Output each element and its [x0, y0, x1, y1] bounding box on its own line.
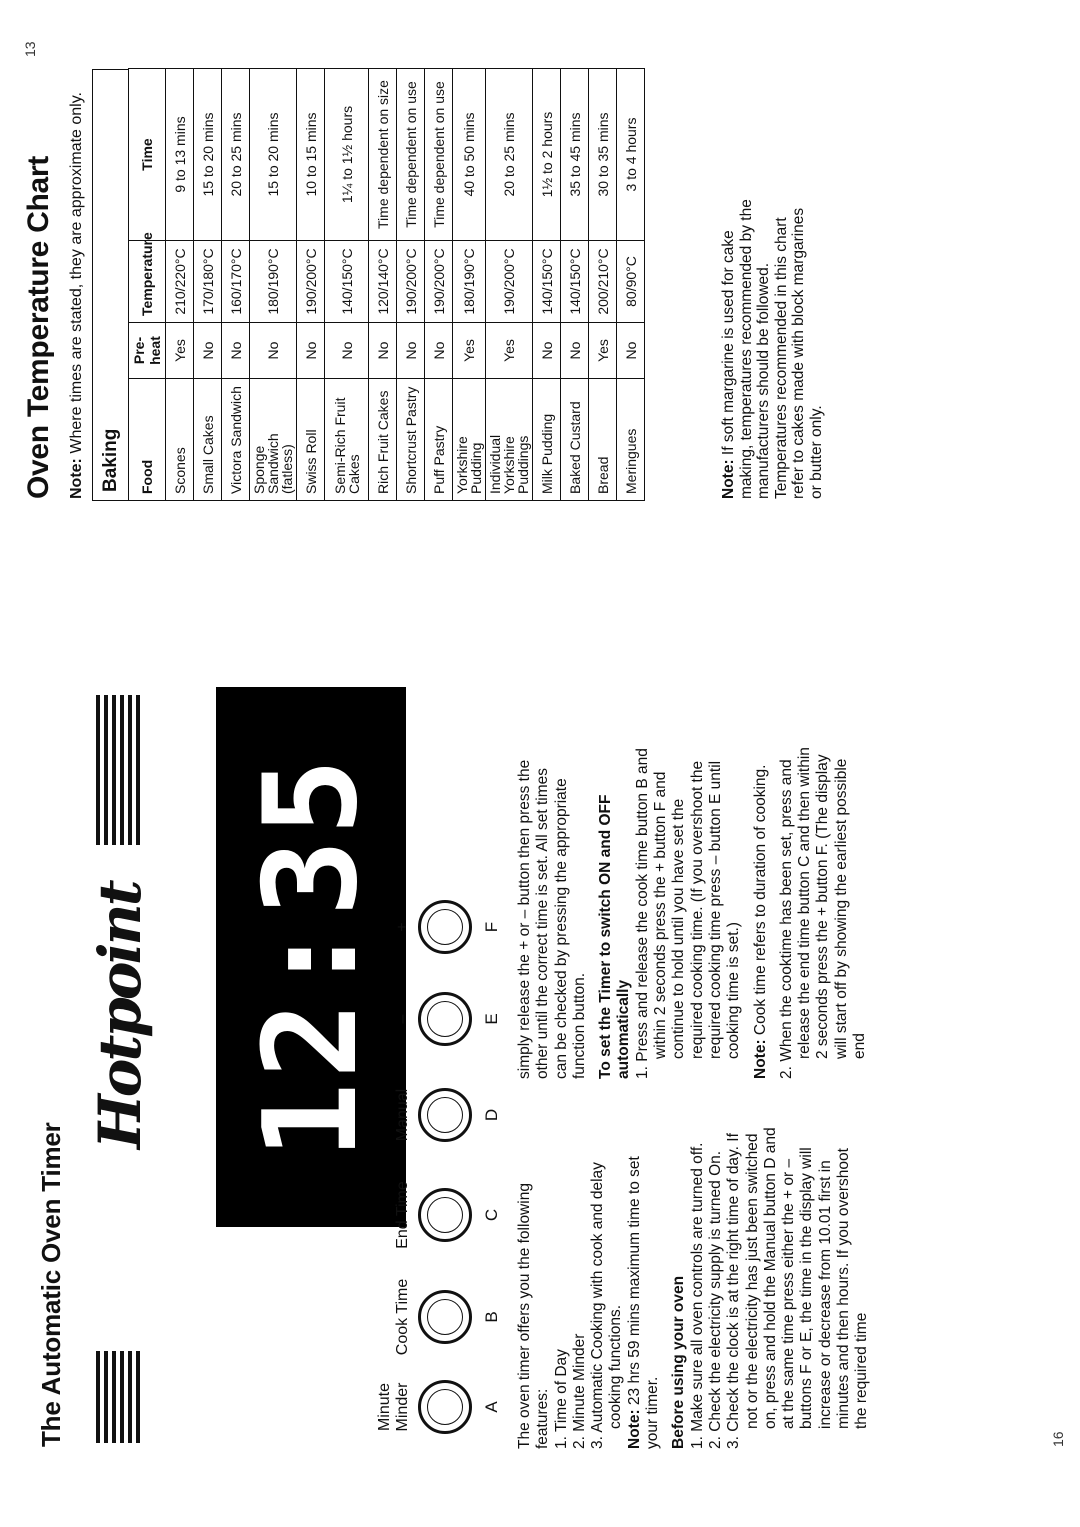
- table-row: [617, 69, 645, 501]
- cell-time: 1¼ to 1½ hours: [325, 69, 369, 241]
- brand-logo: Hotpoint: [86, 882, 154, 1149]
- note-text: 23 hrs 59 mins maximum time to set your timer.: [625, 1156, 662, 1449]
- decorative-bars-left: [96, 1351, 140, 1443]
- feature-item: 3. Automatic Cooking with cook and delay cooking functions.: [589, 1162, 625, 1449]
- cell-preheat: Yes: [166, 323, 194, 379]
- cell-time: Time dependent on use: [425, 69, 453, 241]
- button-letter: E: [482, 1013, 501, 1025]
- cell-time: 15 to 20 mins: [194, 69, 222, 241]
- chart-title: Oven Temperature Chart: [22, 156, 55, 499]
- table-row: [325, 69, 369, 501]
- baking-table: [128, 68, 645, 501]
- cell-temperature: 160/170°C: [222, 241, 250, 323]
- table-row: [369, 69, 397, 501]
- cell-preheat: No: [369, 323, 397, 379]
- button-letter: F: [482, 921, 501, 933]
- cell-preheat: Yes: [486, 323, 533, 379]
- cell-time: 40 to 50 mins: [453, 69, 486, 241]
- button-letter: A: [482, 1401, 501, 1413]
- cell-food: Shortcrust Pastry: [397, 379, 425, 501]
- step-item: 1. Make sure all oven controls are turned off.: [688, 1142, 706, 1449]
- page-number-left: 16: [1050, 1431, 1066, 1447]
- cell-food: Scones: [166, 379, 194, 501]
- cell-temperature: 80/90°C: [617, 241, 645, 323]
- cell-temperature: 210/220°C: [166, 241, 194, 323]
- note-label: Note:: [720, 459, 737, 499]
- cell-food: Small Cakes: [194, 379, 222, 501]
- continuation-text: simply release the + or – button then press the other until the correct time is set. All set times can be checked by pressing the appropriate function button.: [516, 759, 588, 1079]
- button-letter: D: [482, 1108, 501, 1122]
- timer-button-c[interactable]: [372, 1165, 502, 1265]
- note-label: Note:: [751, 1039, 769, 1079]
- cell-food: Victora Sandwich: [222, 379, 250, 501]
- button-circle[interactable]: [418, 992, 472, 1046]
- cell-temperature: 190/200°C: [297, 241, 325, 323]
- cell-temperature: 120/140°C: [369, 241, 397, 323]
- button-letter: B: [482, 1311, 501, 1323]
- table-row: [589, 69, 617, 501]
- cell-preheat: Yes: [453, 323, 486, 379]
- table-row: [453, 69, 486, 501]
- note-paragraph: [626, 1124, 663, 1449]
- cell-preheat: No: [297, 323, 325, 379]
- table-row: [297, 69, 325, 501]
- cell-food: Baked Custard: [561, 379, 589, 501]
- button-label: Manual: [394, 1088, 411, 1142]
- note-text: Cook time refers to duration of cooking.: [751, 764, 769, 1036]
- cell-time: 10 to 15 mins: [297, 69, 325, 241]
- cell-temperature: 190/200°C: [397, 241, 425, 323]
- cell-preheat: No: [250, 323, 297, 379]
- cell-time: 15 to 20 mins: [250, 69, 297, 241]
- step-item: 3. Check the clock is at the right time of day. If not or the electricity has just been switched on, press and hold the Manual button D and at the same time press either the + or – buttons F or E, the time in the display will increase or decrease from 10.01 first in minutes and then hours. If you overshoot the required time: [725, 1127, 871, 1449]
- button-label: End Time: [394, 1181, 411, 1249]
- cell-preheat: No: [325, 323, 369, 379]
- table-row: [425, 69, 453, 501]
- table-header-row: [129, 69, 166, 501]
- cell-time: Time dependent on use: [397, 69, 425, 241]
- cell-time: 35 to 45 mins: [561, 69, 589, 241]
- cell-temperature: 180/190°C: [250, 241, 297, 323]
- cell-time: 1½ to 2 hours: [533, 69, 561, 241]
- section-heading: To set the Timer to switch ON and OFF automatically: [597, 794, 633, 1079]
- note-paragraph: [752, 747, 770, 1079]
- cell-temperature: 190/200°C: [486, 241, 533, 323]
- button-label: –: [394, 1014, 411, 1024]
- page-title: The Automatic Oven Timer: [36, 1122, 66, 1447]
- header-temperature: Temperature: [129, 241, 166, 323]
- cell-preheat: No: [617, 323, 645, 379]
- step-item: 2. When the cooktime has been set, press and release the end time button C and then within 2 seconds press the + button F. (The display will start off by showing the earliest possible end: [777, 747, 869, 1079]
- button-circle[interactable]: [418, 1290, 472, 1344]
- button-circle[interactable]: [418, 1088, 472, 1142]
- cell-food: Individual Yorkshire Puddings: [486, 379, 533, 501]
- cell-temperature: 170/180°C: [194, 241, 222, 323]
- margarine-note: [720, 199, 825, 499]
- header-preheat: Pre-heat: [129, 323, 166, 379]
- timer-button-a[interactable]: [372, 1357, 502, 1457]
- table-row: [194, 69, 222, 501]
- cell-preheat: No: [194, 323, 222, 379]
- cell-food: Bread: [589, 379, 617, 501]
- chart-note: [68, 92, 86, 499]
- section-heading: Before using your oven: [670, 1275, 688, 1449]
- table-row: [166, 69, 194, 501]
- step-item: 2. Check the electricity supply is turned On.: [706, 1150, 724, 1449]
- button-label: Cook Time: [394, 1278, 411, 1356]
- header-food: Food: [129, 379, 166, 501]
- cell-food: Semi-Rich Fruit Cakes: [325, 379, 369, 501]
- cell-food: Meringues: [617, 379, 645, 501]
- note-text: Where times are stated, they are approximate only.: [68, 92, 85, 454]
- note-label: Note:: [625, 1409, 643, 1449]
- cell-food: Yorkshire Pudding: [453, 379, 486, 501]
- step-item: 1. Press and release the cook time button B and within 2 seconds press the + button F and continue to hold until you have set the required cooking time. (If you overshoot the required cooking time press – button E until cooking time is set.): [633, 748, 743, 1079]
- text-column-1: [516, 1124, 872, 1449]
- timer-button-f[interactable]: [372, 877, 502, 977]
- note-label: Note:: [68, 458, 85, 499]
- cell-time: 20 to 25 mins: [222, 69, 250, 241]
- feature-item: 2. Minute Minder: [570, 1333, 588, 1449]
- cell-preheat: Yes: [589, 323, 617, 379]
- decorative-bars-right: [96, 695, 140, 845]
- section-title: Baking: [92, 69, 128, 501]
- intro-text: The oven timer offers you the following features:: [516, 1183, 552, 1449]
- timer-display: 12:35: [216, 687, 406, 1227]
- table-row: [397, 69, 425, 501]
- note-text: If soft margarine is used for cake making, temperatures recommended by the manufacturers should be followed. Temperatures recommended in this chart refer to cakes made with block margarines or butter only.: [720, 199, 825, 499]
- cell-food: Rich Fruit Cakes: [369, 379, 397, 501]
- table-row: [222, 69, 250, 501]
- cell-time: 9 to 13 mins: [166, 69, 194, 241]
- feature-item: 1. Time of Day: [552, 1349, 570, 1449]
- cell-preheat: No: [425, 323, 453, 379]
- button-circle[interactable]: [418, 1188, 472, 1242]
- cell-food: Sponge Sandwich (fatless): [250, 379, 297, 501]
- timer-button-d[interactable]: [372, 1065, 502, 1165]
- cell-preheat: No: [222, 323, 250, 379]
- cell-time: Time dependent on size: [369, 69, 397, 241]
- button-label: Minute Minder: [376, 1382, 411, 1432]
- text-column-2: [516, 747, 869, 1079]
- page-number-right: 13: [22, 41, 38, 57]
- header-time: Time: [129, 69, 166, 241]
- cell-preheat: No: [533, 323, 561, 379]
- cell-temperature: 140/150°C: [561, 241, 589, 323]
- cell-preheat: No: [561, 323, 589, 379]
- cell-food: Puff Pastry: [425, 379, 453, 501]
- table-row: [486, 69, 533, 501]
- table-row: [250, 69, 297, 501]
- cell-food: Swiss Roll: [297, 379, 325, 501]
- cell-temperature: 200/210°C: [589, 241, 617, 323]
- cell-time: 3 to 4 hours: [617, 69, 645, 241]
- button-circle[interactable]: [418, 1380, 472, 1434]
- cell-temperature: 190/200°C: [425, 241, 453, 323]
- table-row: [561, 69, 589, 501]
- cell-time: 30 to 35 mins: [589, 69, 617, 241]
- button-letter: C: [482, 1208, 501, 1222]
- table-row: [533, 69, 561, 501]
- timer-button-b[interactable]: [372, 1267, 502, 1367]
- button-label: +: [394, 922, 411, 932]
- cell-preheat: No: [397, 323, 425, 379]
- cell-food: Milk Pudding: [533, 379, 561, 501]
- cell-temperature: 140/150°C: [533, 241, 561, 323]
- cell-temperature: 140/150°C: [325, 241, 369, 323]
- cell-time: 20 to 25 mins: [486, 69, 533, 241]
- button-circle[interactable]: [418, 900, 472, 954]
- cell-temperature: 180/190°C: [453, 241, 486, 323]
- baking-chart: [92, 69, 1037, 501]
- timer-button-e[interactable]: [372, 969, 502, 1069]
